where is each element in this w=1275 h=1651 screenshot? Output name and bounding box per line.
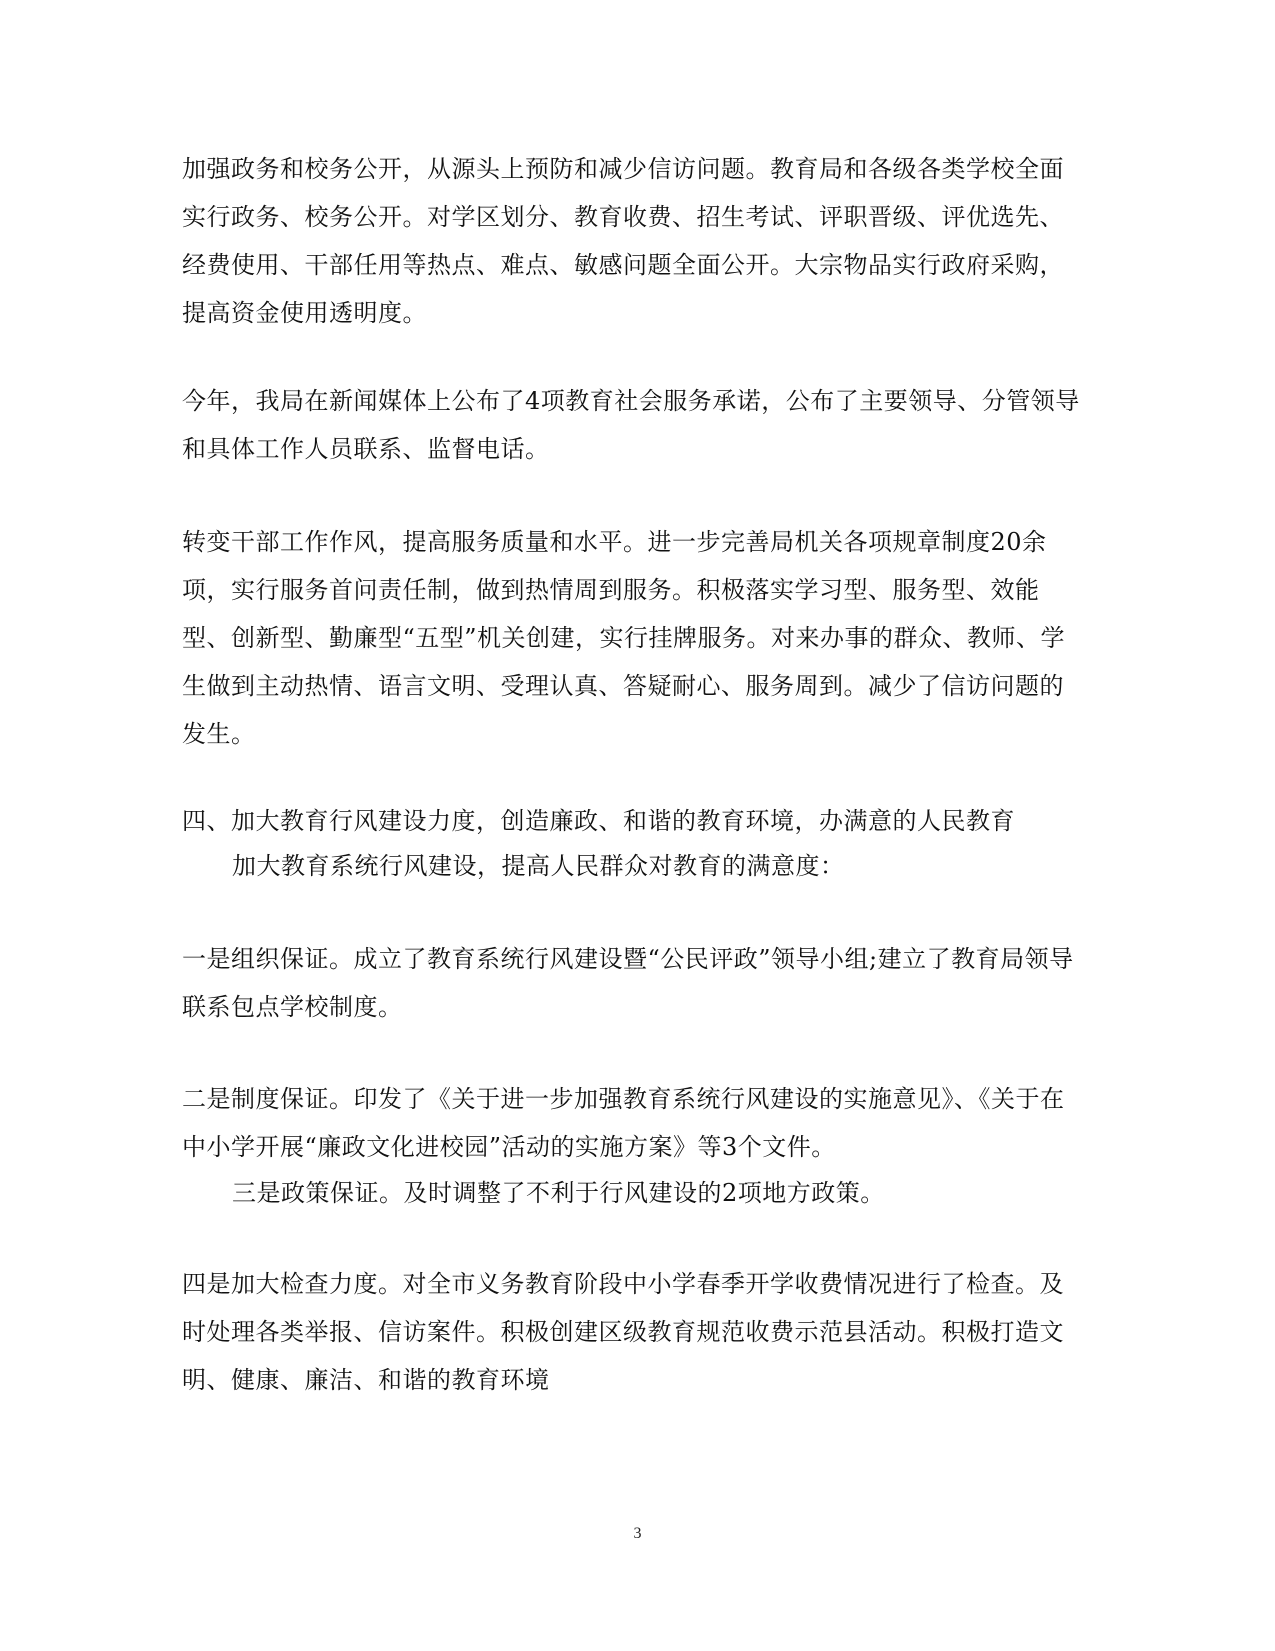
paragraph-public-affairs: 加强政务和校务公开，从源头上预防和减少信访问题。教育局和各级各类学校全面实行政务、校务公开。对学区划分、教育收费、招生考试、评职晋级、评优选先、经费使用、干部任用等热点、难点、敏感问题全面公开。大宗物品实行政府采购，提高资金使用透明度。	[182, 155, 1064, 327]
page-number: 3	[633, 1525, 642, 1542]
paragraph-intro: 加大教育系统行风建设，提高人民群众对教育的满意度：	[232, 852, 845, 880]
section-heading-four: 四、加大教育行风建设力度，创造廉政、和谐的教育环境，办满意的人民教育	[182, 807, 1015, 835]
paragraph-inspection: 四是加大检查力度。对全市义务教育阶段中小学春季开学收费情况进行了检查。及时处理各类举报、信访案件。积极创建区级教育规范收费示范县活动。积极打造文明、健康、廉洁、和谐的教育环境	[182, 1270, 1064, 1394]
paragraph-system: 二是制度保证。印发了《关于进一步加强教育系统行风建设的实施意见》、《关于在中小学开展“廉政文化进校园”活动的实施方案》等3个文件。	[182, 1085, 1065, 1161]
paragraph-policy: 三是政策保证。及时调整了不利于行风建设的2项地方政策。	[232, 1179, 885, 1207]
paragraph-work-style: 转变干部工作作风，提高服务质量和水平。进一步完善局机关各项规章制度20余项，实行服务首问责任制，做到热情周到服务。积极落实学习型、服务型、效能型、创新型、勤廉型“五型”机关创建，实行挂牌服务。对来办事的群众、教师、学生做到主动热情、语言文明、受理认真、答疑耐心、服务周到。减少了信访问题的发生。	[182, 528, 1066, 748]
paragraph-organization: 一是组织保证。成立了教育系统行风建设暨“公民评政”领导小组;建立了教育局领导联系包点学校制度。	[182, 945, 1074, 1021]
paragraph-service-commitments: 今年，我局在新闻媒体上公布了4项教育社会服务承诺，公布了主要领导、分管领导和具体工作人员联系、监督电话。	[182, 387, 1080, 463]
